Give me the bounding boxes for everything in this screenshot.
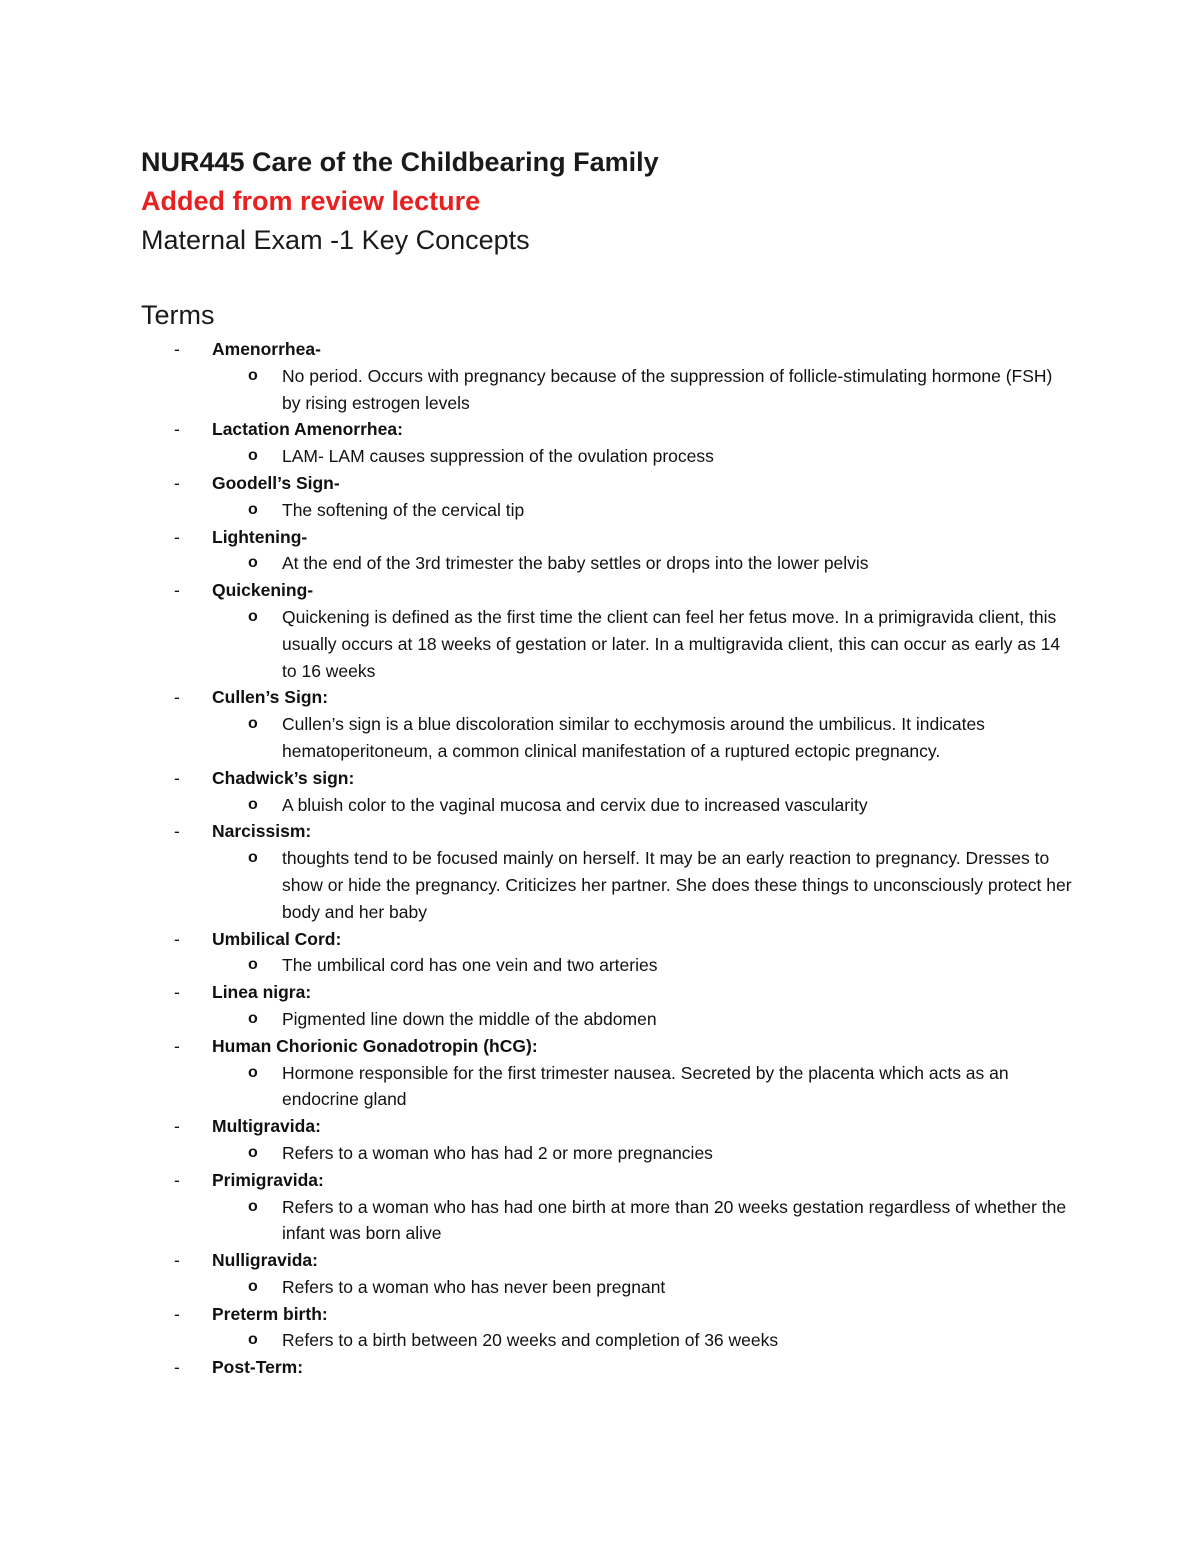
term-name: Lightening-	[212, 526, 308, 547]
term-item	[0, 470, 1200, 524]
term-definition	[0, 443, 1200, 470]
term-item	[0, 684, 1200, 764]
term-item	[0, 1247, 1200, 1301]
dash-bullet: -	[174, 1169, 180, 1190]
term-item	[0, 416, 1200, 470]
dash-bullet: -	[174, 419, 180, 440]
term-definition	[0, 363, 1200, 417]
circle-bullet: o	[248, 956, 258, 974]
review-lecture-note: Added from review lecture	[141, 186, 481, 216]
definition-row	[0, 363, 1200, 417]
definition-text: Hormone responsible for the first trimester nausea. Secreted by the placenta which acts as an endocrine gland	[282, 1062, 1009, 1110]
circle-bullet: o	[248, 849, 258, 867]
term-name: Multigravida:	[212, 1116, 321, 1137]
definition-text: Cullen’s sign is a blue discoloration similar to ecchymosis around the umbilicus. It indicates hematoperitoneum, a common clinical manifestation of a ruptured ectopic pregnancy.	[282, 714, 985, 761]
dash-bullet: -	[174, 821, 180, 842]
definition-text: Refers to a woman who has never been pregnant	[282, 1276, 666, 1297]
dash-bullet: -	[174, 526, 180, 547]
term-definition	[0, 604, 1200, 684]
term-row	[0, 684, 1200, 711]
term-item	[0, 336, 1200, 416]
dash-bullet: -	[174, 1250, 180, 1271]
term-row	[0, 818, 1200, 845]
term-item	[0, 926, 1200, 980]
definition-text: LAM- LAM causes suppression of the ovulation process	[282, 446, 714, 467]
dash-bullet: -	[174, 1035, 180, 1056]
definition-row	[0, 845, 1200, 925]
circle-bullet: o	[248, 1009, 258, 1027]
circle-bullet: o	[248, 607, 258, 625]
term-item	[0, 818, 1200, 925]
definition-row	[0, 550, 1200, 577]
term-name: Umbilical Cord:	[212, 928, 342, 949]
term-row	[0, 1354, 1200, 1381]
term-row	[0, 470, 1200, 497]
dash-bullet: -	[174, 339, 180, 359]
definition-text: Quickening is defined as the first time the client can feel her fetus move. In a primigravida client, this usually occurs at 18 weeks of gestation or later. In a multigravida client, this can occur as early as 14 to 16 weeks	[282, 606, 1061, 681]
term-row	[0, 765, 1200, 792]
definition-text: Refers to a woman who has had one birth at more than 20 weeks gestation regardless of whether the infant was born alive	[282, 1196, 1067, 1244]
definition-text: The umbilical cord has one vein and two arteries	[282, 955, 658, 976]
term-name: Primigravida:	[212, 1169, 324, 1190]
term-name: Amenorrhea-	[212, 339, 321, 359]
definition-row	[0, 497, 1200, 524]
term-row	[0, 416, 1200, 443]
term-name: Lactation Amenorrhea:	[212, 419, 403, 440]
dash-bullet: -	[174, 687, 180, 708]
term-definition	[0, 711, 1200, 765]
term-row	[0, 1033, 1200, 1060]
definition-row	[0, 443, 1200, 470]
exam-title: Maternal Exam -1 Key Concepts	[141, 225, 530, 255]
term-name: Narcissism:	[212, 821, 312, 842]
definition-row	[0, 1060, 1200, 1114]
definition-text: A bluish color to the vaginal mucosa and cervix due to increased vascularity	[282, 794, 868, 815]
dash-bullet: -	[174, 767, 180, 788]
definition-text: thoughts tend to be focused mainly on herself. It may be an early reaction to pregnancy. Dresses to show or hide the pregnancy. Criticizes her partner. She does these things to unconsciously protect her body and her baby	[282, 848, 1072, 922]
term-row	[0, 1247, 1200, 1274]
circle-bullet: o	[248, 795, 258, 813]
term-row	[0, 1113, 1200, 1140]
term-definition	[0, 1006, 1200, 1033]
terms-list	[0, 336, 1200, 1381]
term-item	[0, 1113, 1200, 1167]
term-name: Chadwick’s sign:	[212, 767, 355, 788]
circle-bullet: o	[248, 1277, 258, 1295]
term-item	[0, 1167, 1200, 1247]
term-definition	[0, 1060, 1200, 1114]
dash-bullet: -	[174, 580, 180, 601]
term-name: Linea nigra:	[212, 982, 312, 1003]
term-definition	[0, 952, 1200, 979]
definition-text: Refers to a birth between 20 weeks and completion of 36 weeks	[282, 1330, 779, 1351]
definition-row	[0, 711, 1200, 765]
definition-row	[0, 1327, 1200, 1354]
dash-bullet: -	[174, 1116, 180, 1137]
term-row	[0, 524, 1200, 551]
dash-bullet: -	[174, 928, 180, 949]
definition-row	[0, 1274, 1200, 1301]
course-title: NUR445 Care of the Childbearing Family	[141, 147, 659, 177]
circle-bullet: o	[248, 447, 258, 465]
term-item	[0, 979, 1200, 1033]
term-row	[0, 1301, 1200, 1328]
term-item	[0, 577, 1200, 684]
circle-bullet: o	[248, 554, 258, 572]
term-definition	[0, 792, 1200, 819]
term-name: Preterm birth:	[212, 1303, 328, 1324]
term-definition	[0, 845, 1200, 925]
term-name: Cullen’s Sign:	[212, 687, 329, 708]
term-definition	[0, 1194, 1200, 1248]
definition-row	[0, 1194, 1200, 1248]
term-definition	[0, 1274, 1200, 1301]
dash-bullet: -	[174, 982, 180, 1003]
definition-row	[0, 952, 1200, 979]
term-name: Quickening-	[212, 580, 314, 601]
definition-row	[0, 1140, 1200, 1167]
term-definition	[0, 1140, 1200, 1167]
term-row	[0, 926, 1200, 953]
definition-row	[0, 792, 1200, 819]
definition-row	[0, 1006, 1200, 1033]
circle-bullet: o	[248, 500, 258, 518]
term-item	[0, 1033, 1200, 1113]
term-definition	[0, 550, 1200, 577]
circle-bullet: o	[248, 1143, 258, 1161]
term-row	[0, 577, 1200, 604]
term-item	[0, 524, 1200, 578]
dash-bullet: -	[174, 472, 180, 493]
term-row	[0, 979, 1200, 1006]
term-definition	[0, 1327, 1200, 1354]
circle-bullet: o	[248, 715, 258, 733]
circle-bullet: o	[248, 1197, 258, 1215]
dash-bullet: -	[174, 1357, 180, 1378]
definition-row	[0, 604, 1200, 684]
term-name: Post-Term:	[212, 1357, 304, 1378]
dash-bullet: -	[174, 1303, 180, 1324]
circle-bullet: o	[248, 366, 258, 384]
definition-text: Pigmented line down the middle of the abdomen	[282, 1008, 657, 1029]
term-item	[0, 1354, 1200, 1381]
term-definition	[0, 497, 1200, 524]
circle-bullet: o	[248, 1063, 258, 1081]
term-item	[0, 1301, 1200, 1355]
definition-text: Refers to a woman who has had 2 or more pregnancies	[282, 1142, 713, 1163]
term-row	[0, 1167, 1200, 1194]
definition-text: At the end of the 3rd trimester the baby settles or drops into the lower pelvis	[282, 553, 869, 574]
term-item	[0, 765, 1200, 819]
term-name: Nulligravida:	[212, 1250, 318, 1271]
definition-text: The softening of the cervical tip	[282, 499, 525, 520]
term-name: Goodell’s Sign-	[212, 472, 340, 493]
term-name: Human Chorionic Gonadotropin (hCG):	[212, 1035, 538, 1056]
term-row	[0, 336, 1200, 363]
circle-bullet: o	[248, 1331, 258, 1349]
section-title-terms: Terms	[141, 300, 215, 330]
definition-text: No period. Occurs with pregnancy because of the suppression of follicle-stimulating hormone (FSH) by rising estrogen levels	[282, 365, 1053, 413]
